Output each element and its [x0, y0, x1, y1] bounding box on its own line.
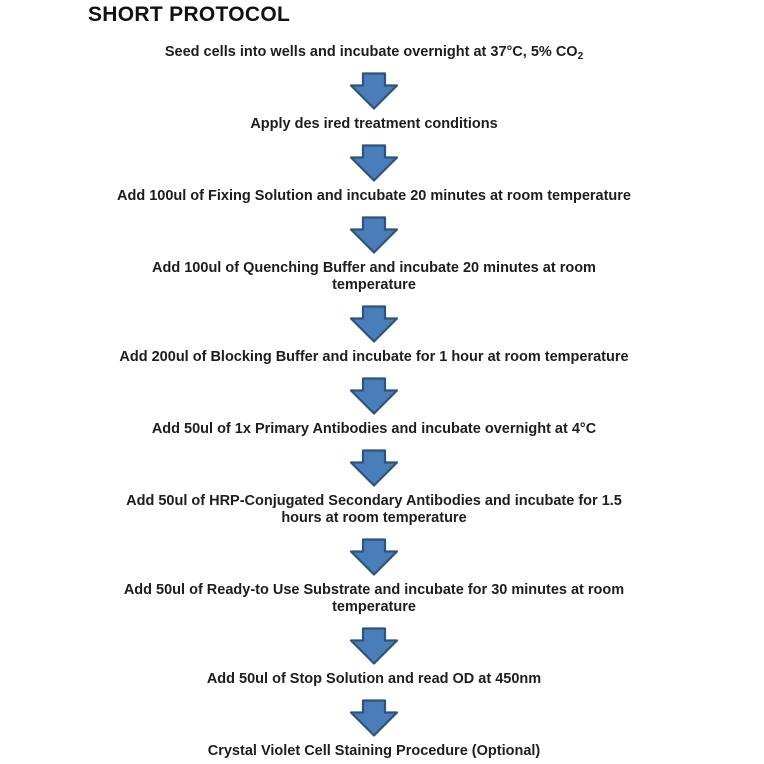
- step-10: [208, 743, 541, 760]
- step-4-line-2: temperature: [332, 277, 416, 293]
- down-arrow-icon: [349, 449, 399, 487]
- step-10-line-1: Crystal Violet Cell Staining Procedure (Optional): [207, 743, 541, 759]
- down-arrow-icon: [349, 699, 399, 737]
- down-arrow-shape: [351, 379, 397, 414]
- down-arrow-icon: [349, 72, 399, 110]
- down-arrow-shape: [351, 218, 397, 253]
- step-1-text: Seed cells into wells and incubate overnight at 37°C, 5% CO: [164, 44, 578, 60]
- step-9: [207, 671, 541, 688]
- step-2-line-1: Apply des ired treatment conditions: [250, 116, 498, 132]
- step-5-line-1: Add 200ul of Blocking Buffer and incubate for 1 hour at room temperature: [119, 349, 629, 365]
- step-3-line-1: Add 100ul of Fixing Solution and incubate 20 minutes at room temperature: [116, 188, 631, 204]
- step-1-line-1: [165, 44, 583, 61]
- step-9-line-1: Add 50ul of Stop Solution and read OD at 450nm: [206, 671, 542, 687]
- down-arrow-icon: [349, 377, 399, 415]
- step-4: [152, 260, 596, 294]
- down-arrow-shape: [351, 146, 397, 181]
- step-3: [117, 188, 631, 205]
- down-arrow-shape: [351, 701, 397, 736]
- step-7: [126, 493, 622, 527]
- down-arrow-shape: [351, 540, 397, 575]
- page-title: SHORT PROTOCOL: [88, 3, 291, 26]
- step-4-line-1: Add 100ul of Quenching Buffer and incubate 20 minutes at room: [152, 260, 596, 276]
- down-arrow-shape: [351, 451, 397, 486]
- co2-subscript: 2: [577, 51, 584, 62]
- step-2: [250, 116, 497, 133]
- step-6-line-1: Add 50ul of 1x Primary Antibodies and incubate overnight at 4°C: [151, 421, 597, 437]
- down-arrow-icon: [349, 538, 399, 576]
- down-arrow-icon: [349, 216, 399, 254]
- step-6: [152, 421, 596, 438]
- down-arrow-shape: [351, 307, 397, 342]
- step-7-line-1: Add 50ul of HRP-Conjugated Secondary Antibodies and incubate for 1.5: [126, 493, 622, 509]
- step-1: [165, 44, 583, 61]
- down-arrow-icon: [349, 144, 399, 182]
- down-arrow-shape: [351, 629, 397, 664]
- down-arrow-icon: [349, 627, 399, 665]
- step-8-line-1: Add 50ul of Ready-to Use Substrate and incubate for 30 minutes at room: [123, 582, 625, 598]
- down-arrow-shape: [351, 74, 397, 109]
- protocol-flowchart: [0, 44, 748, 760]
- down-arrow-icon: [349, 305, 399, 343]
- step-8: [124, 582, 624, 616]
- step-7-line-2: hours at room temperature: [281, 510, 467, 526]
- step-5: [119, 349, 628, 366]
- step-8-line-2: temperature: [332, 599, 416, 615]
